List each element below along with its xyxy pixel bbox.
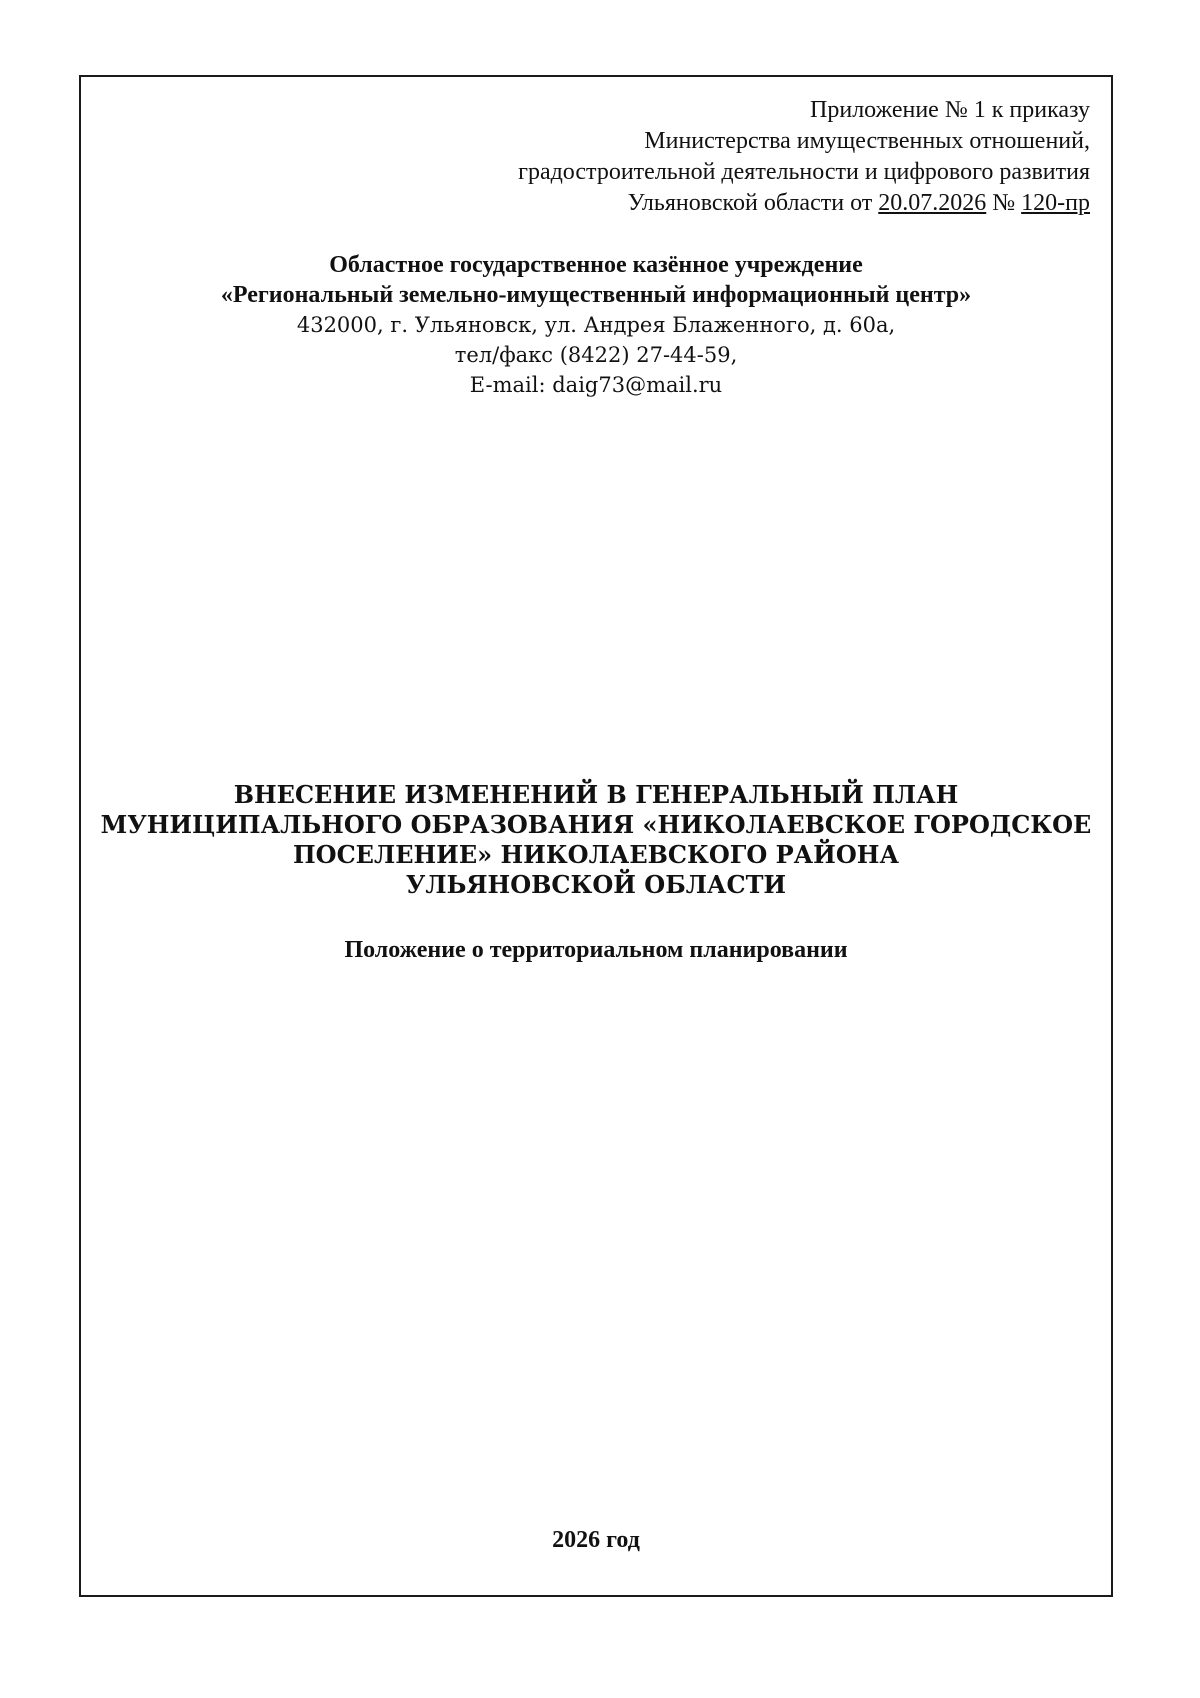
appendix-line-3: градостроительной деятельности и цифрового развития — [518, 159, 1090, 185]
org-phone: тел/факс (8422) 27-44-59, — [454, 343, 738, 367]
appendix-line-4 — [518, 188, 1090, 219]
organization-block — [79, 250, 1113, 400]
title-line-4: УЛЬЯНОВСКОЙ ОБЛАСТИ — [405, 870, 787, 899]
appendix-header — [518, 95, 1090, 219]
org-address: 432000, г. Ульяновск, ул. Андрея Блаженного, д. 60а, — [296, 313, 896, 337]
order-number: 120-пр — [1021, 190, 1090, 216]
appendix-line-4-prefix: Ульяновской области от — [627, 190, 879, 216]
appendix-line-2: Министерства имущественных отношений, — [644, 128, 1090, 154]
org-email: E-mail: daig73@mail.ru — [469, 373, 723, 397]
org-name-line-1: Областное государственное казённое учреждение — [329, 252, 863, 278]
document-subtitle: Положение о территориальном планировании — [344, 937, 848, 963]
org-name-line-2: «Региональный земельно-имущественный информационный центр» — [220, 282, 972, 308]
title-line-1: ВНЕСЕНИЕ ИЗМЕНЕНИЙ В ГЕНЕРАЛЬНЫЙ ПЛАН — [233, 780, 959, 809]
number-sign: № — [986, 190, 1022, 216]
title-line-3: ПОСЕЛЕНИЕ» НИКОЛАЕВСКОГО РАЙОНА — [293, 840, 899, 869]
document-title — [79, 780, 1113, 900]
appendix-line-1: Приложение № 1 к приказу — [810, 97, 1090, 123]
title-line-2: МУНИЦИПАЛЬНОГО ОБРАЗОВАНИЯ «НИКОЛАЕВСКОЕ ГОРОДСКОЕ — [100, 810, 1092, 839]
document-year: 2026 год — [552, 1527, 640, 1553]
order-date: 20.07.2026 — [878, 190, 987, 216]
